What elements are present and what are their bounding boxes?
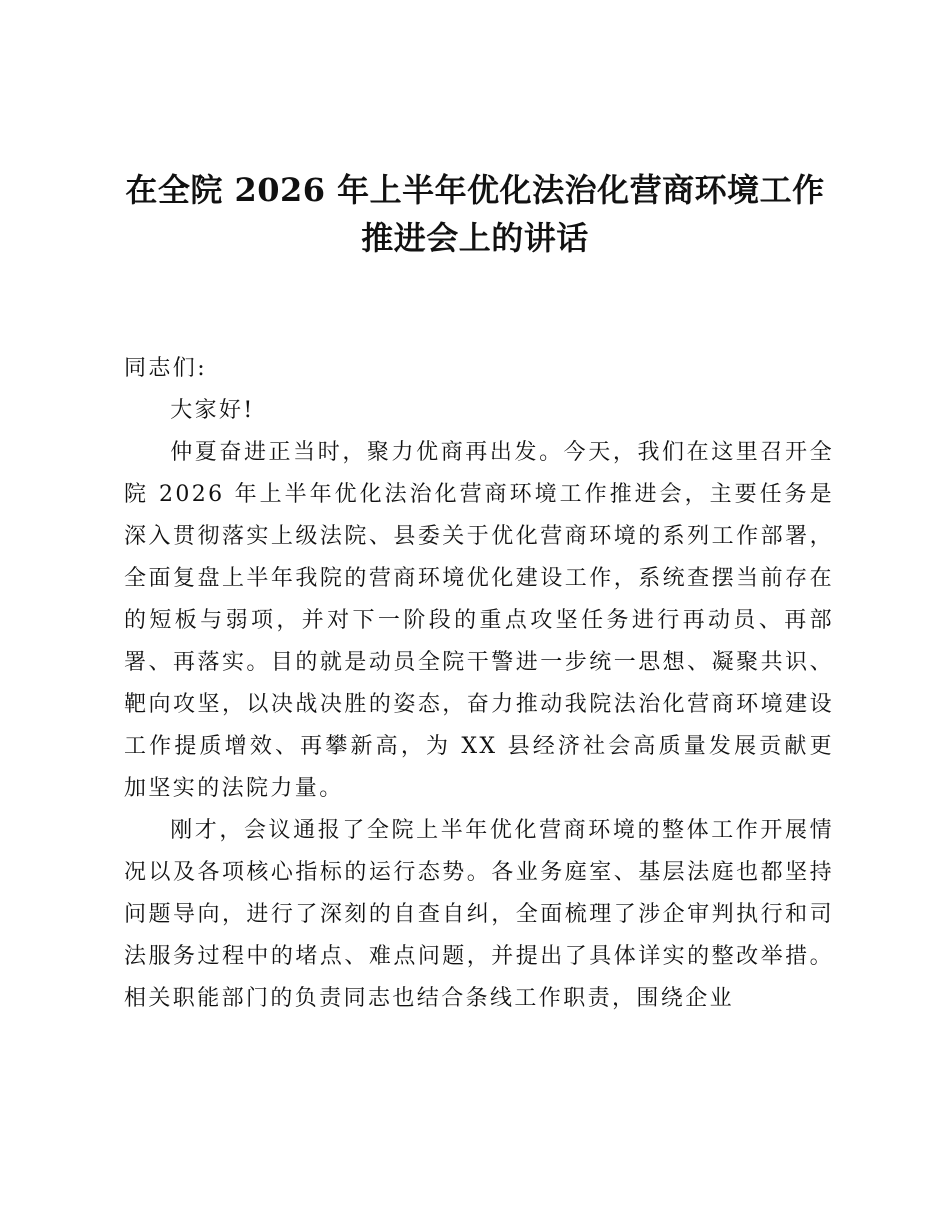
document-title xyxy=(110,166,840,262)
greeting: 大家好! xyxy=(170,398,255,423)
paragraph-review: 刚才，会议通报了全院上半年优化营商环境的整体工作开展情况以及各项核心指标的运行态势。各业务庭室、基层法庭也都坚持问题导向，进行了深刻的自查自纠，全面梳理了涉企审判执行和司法服务过程中的堵点、难点问题，并提出了具体详实的整改举措。相关职能部门的负责同志也结合条线工作职责，围绕企业 xyxy=(124,818,834,1011)
salutation: 同志们: xyxy=(124,356,208,381)
paragraph-opening: 仲夏奋进正当时，聚力优商再出发。今天，我们在这里召开全院 2026 年上半年优化法治化营商环境工作推进会，主要任务是深入贯彻落实上级法院、县委关于优化营商环境的系列工作部署，全面复盘上半年我院的营商环境优化建设工作，系统查摆当前存在的短板与弱项，并对下一阶段的重点攻坚任务进行再动员、再部署、再落实。目的就是动员全院干警进一步统一思想、凝聚共识、靶向攻坚，以决战决胜的姿态，奋力推动我院法治化营商环境建设工作提质增效、再攀新高，为 XX 县经济社会高质量发展贡献更加坚实的法院力量。 xyxy=(124,440,834,801)
document-body xyxy=(124,348,834,1020)
title-line-1: 在全院 2026 年上半年优化法治化营商环境工作 xyxy=(125,171,825,209)
title-line-2: 推进会上的讲话 xyxy=(361,219,589,257)
